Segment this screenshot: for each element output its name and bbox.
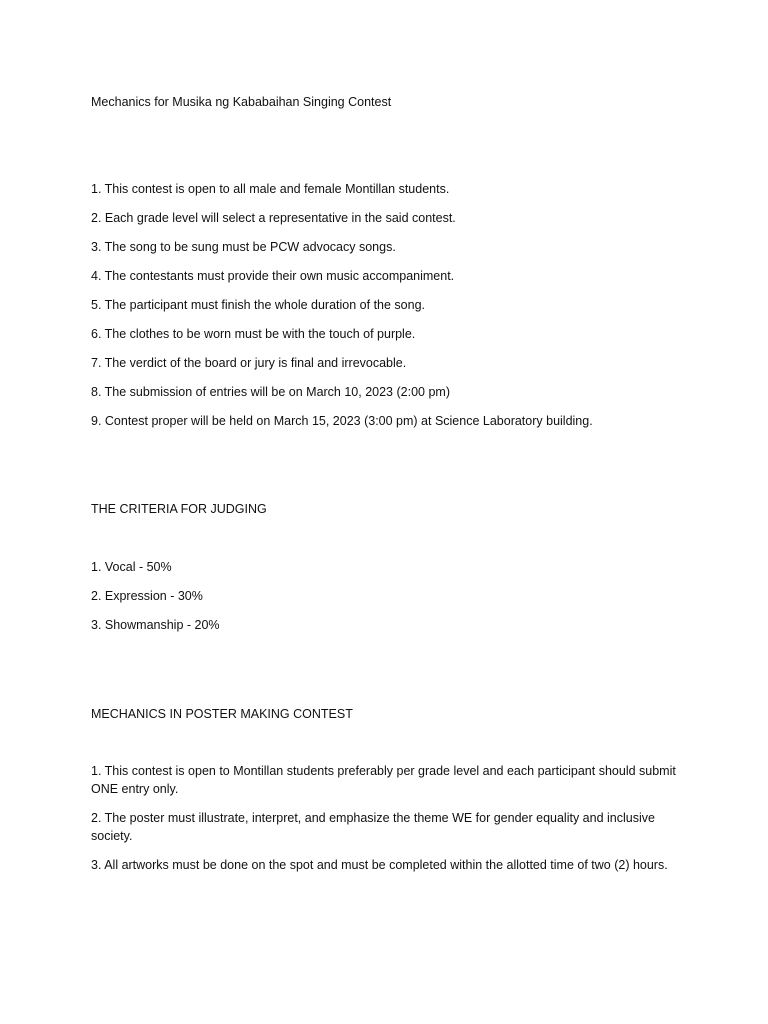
criteria-heading: THE CRITERIA FOR JUDGING [91, 502, 267, 516]
poster-heading: MECHANICS IN POSTER MAKING CONTEST [91, 707, 353, 721]
singing-rule-8: 8. The submission of entries will be on March 10, 2023 (2:00 pm) [91, 385, 450, 399]
criteria-item-3: 3. Showmanship - 20% [91, 618, 220, 632]
criteria-item-1: 1. Vocal - 50% [91, 560, 172, 574]
singing-rule-5: 5. The participant must finish the whole duration of the song. [91, 298, 425, 312]
document-title: Mechanics for Musika ng Kababaihan Singing Contest [91, 95, 392, 109]
singing-rule-1: 1. This contest is open to all male and female Montillan students. [91, 182, 450, 196]
singing-rule-2: 2. Each grade level will select a representative in the said contest. [91, 211, 456, 225]
singing-rule-3: 3. The song to be sung must be PCW advocacy songs. [91, 240, 396, 254]
singing-rule-7: 7. The verdict of the board or jury is final and irrevocable. [91, 356, 407, 370]
poster-rule-1: 1. This contest is open to Montillan students preferably per grade level and each participant should submit ONE entry only. [91, 764, 676, 796]
singing-rule-9: 9. Contest proper will be held on March 15, 2023 (3:00 pm) at Science Laboratory building. [91, 414, 593, 428]
poster-rule-2: 2. The poster must illustrate, interpret, and emphasize the theme WE for gender equality and inclusive society. [91, 811, 655, 843]
criteria-item-2: 2. Expression - 30% [91, 589, 203, 603]
singing-rule-6: 6. The clothes to be worn must be with the touch of purple. [91, 327, 416, 341]
singing-rule-4: 4. The contestants must provide their own music accompaniment. [91, 269, 455, 283]
poster-rule-3: 3. All artworks must be done on the spot and must be completed within the allotted time of two (2) hours. [91, 858, 668, 872]
